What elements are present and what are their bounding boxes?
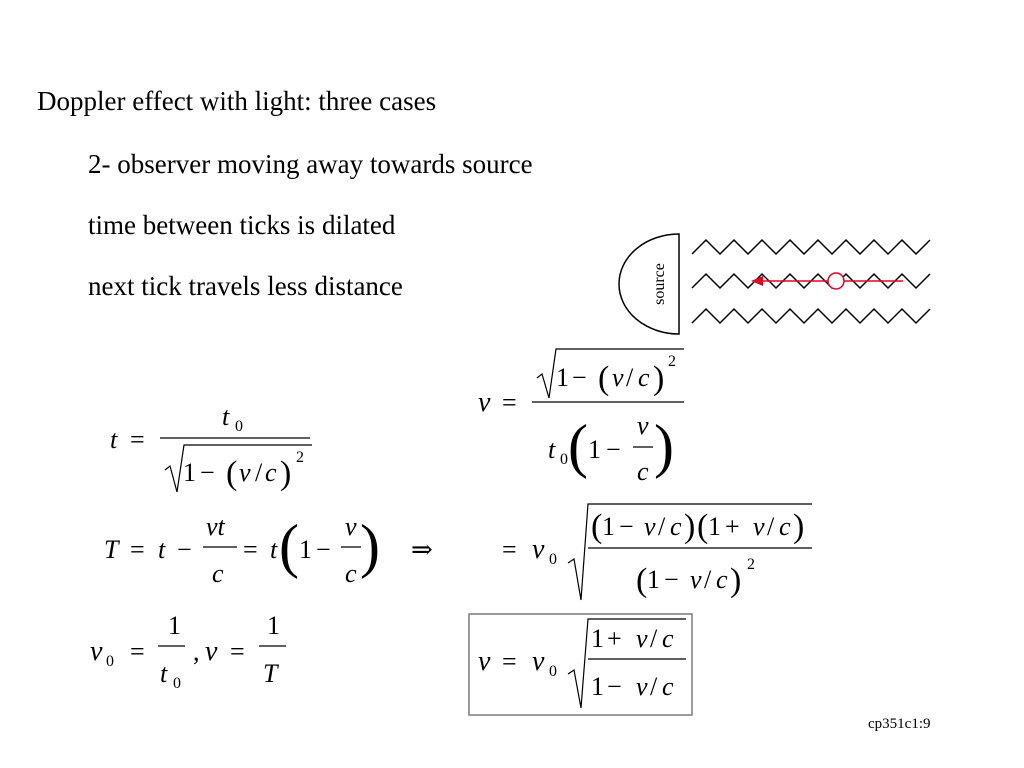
eq6-one1: 1 [591,624,604,653]
eq2-minus2: − [316,535,331,564]
eq4-rparen: ) [653,360,665,397]
eq5-rp1: ) [684,508,696,545]
eq1-lparen: ( [226,455,238,492]
eq4-slash: / [626,363,634,392]
eq4-c: c [638,363,650,392]
eq2-v: v [345,512,357,541]
eq3-t0: t [160,659,168,688]
slide-title: Doppler effect with light: three cases [37,86,437,116]
eq1-num-t: t [222,402,230,431]
eq3-nu: ν [205,636,218,667]
eq5-one3: 1 [647,565,660,594]
equation-nu-derivation [478,349,684,486]
eq5-lp3: ( [636,562,648,599]
eq2-c1: c [212,559,224,588]
eq4-eq: = [502,388,517,417]
eq5-nu0-sub: 0 [549,551,557,568]
equation-result-boxed [469,614,692,715]
eq5-lp2: ( [697,508,709,545]
implies-icon: ⇒ [411,535,433,564]
eq4-lparen: ( [598,360,610,397]
eq5-minus3: − [664,565,679,594]
eq3-one1: 1 [168,611,181,640]
eq5-slash1: / [658,512,666,541]
eq4-t0: t [548,435,556,464]
eq2-c2: c [345,559,357,588]
equation-period [104,512,433,588]
eq5-nu0: ν [532,534,545,565]
equation-frequencies [90,611,286,692]
eq1-c: c [265,458,277,487]
eq2-rparen: ) [360,513,380,579]
eq3-comma: , [193,637,200,666]
eq6-one2: 1 [591,672,604,701]
eq5-plus: + [725,512,740,541]
equation-nu-simplified [502,504,812,600]
bullet-less-distance: next tick travels less distance [88,271,403,301]
eq6-slash2: / [650,672,658,701]
eq6-c1: c [662,624,674,653]
eq5-one2: 1 [708,512,721,541]
eq1-rparen: ) [280,455,292,492]
eq5-v1: v [644,512,656,541]
eq6-nu: ν [478,646,491,677]
eq4-nu: ν [478,387,491,418]
slide-footer: cp351c1:9 [868,716,931,732]
eq5-c1: c [670,512,682,541]
eq5-lp1: ( [591,508,603,545]
eq3-nu0-sub: 0 [106,653,114,670]
eq6-plus: + [607,624,622,653]
eq1-sq: 2 [296,449,304,466]
eq4-inner-v: v [637,411,649,440]
eq6-slash1: / [650,624,658,653]
eq2-eq1: = [130,535,145,564]
eq6-c2: c [662,672,674,701]
eq5-v3: v [690,565,702,594]
eq1-minus: − [200,458,215,487]
eq3-eq2: = [230,637,245,666]
eq5-rp2: ) [793,508,805,545]
eq2-T: T [104,535,119,564]
eq2-lparen: ( [279,513,299,579]
eq6-nu0: ν [532,646,545,677]
eq1-t: t [110,425,118,454]
eq4-minus: − [572,363,587,392]
eq5-slash3: / [704,565,712,594]
bullet-time-dilated: time between ticks is dilated [88,210,396,240]
eq4-one: 1 [556,363,569,392]
eq3-T: T [263,659,278,688]
eq1-num-sub0: 0 [235,418,243,435]
eq5-eq: = [502,535,517,564]
eq5-sq: 2 [747,556,755,573]
eq5-v2: v [753,512,765,541]
eq1-one: 1 [183,458,196,487]
eq1-slash: / [255,458,263,487]
eq4-sq: 2 [668,353,676,370]
eq5-minus1: − [619,512,634,541]
equation-time-dilation [110,402,312,492]
eq5-c2: c [779,512,791,541]
eq4-big-lparen: ( [568,413,588,479]
eq1-equals: = [130,425,145,454]
eq6-v2: v [636,672,648,701]
eq6-eq: = [502,647,517,676]
eq4-t0-sub: 0 [560,451,568,468]
eq2-minus: − [177,535,192,564]
eq4-big-rparen: ) [654,413,674,479]
eq5-c3: c [716,565,728,594]
source-label: source [651,263,668,305]
eq2-one: 1 [299,535,312,564]
eq6-v1: v [636,624,648,653]
eq5-one1: 1 [602,512,615,541]
eq5-slash2: / [767,512,775,541]
eq2-eq2: = [243,535,258,564]
eq3-nu0: ν [90,636,103,667]
eq4-inner-c: c [637,457,649,486]
eq2-t: t [158,535,166,564]
eq6-nu0-sub: 0 [549,663,557,680]
eq5-rp3: ) [730,562,742,599]
eq4-minus2: − [606,435,621,464]
eq3-t0-sub: 0 [173,675,181,692]
eq6-minus: − [607,672,622,701]
eq3-one2: 1 [267,611,280,640]
eq3-eq1: = [130,637,145,666]
eq4-one2: 1 [588,435,601,464]
eq2-vt: vt [206,512,225,541]
eq4-v: v [612,363,624,392]
eq2-t2: t [270,535,278,564]
bullet-observer-moving: 2- observer moving away towards source [88,149,533,179]
eq1-v: v [239,458,251,487]
